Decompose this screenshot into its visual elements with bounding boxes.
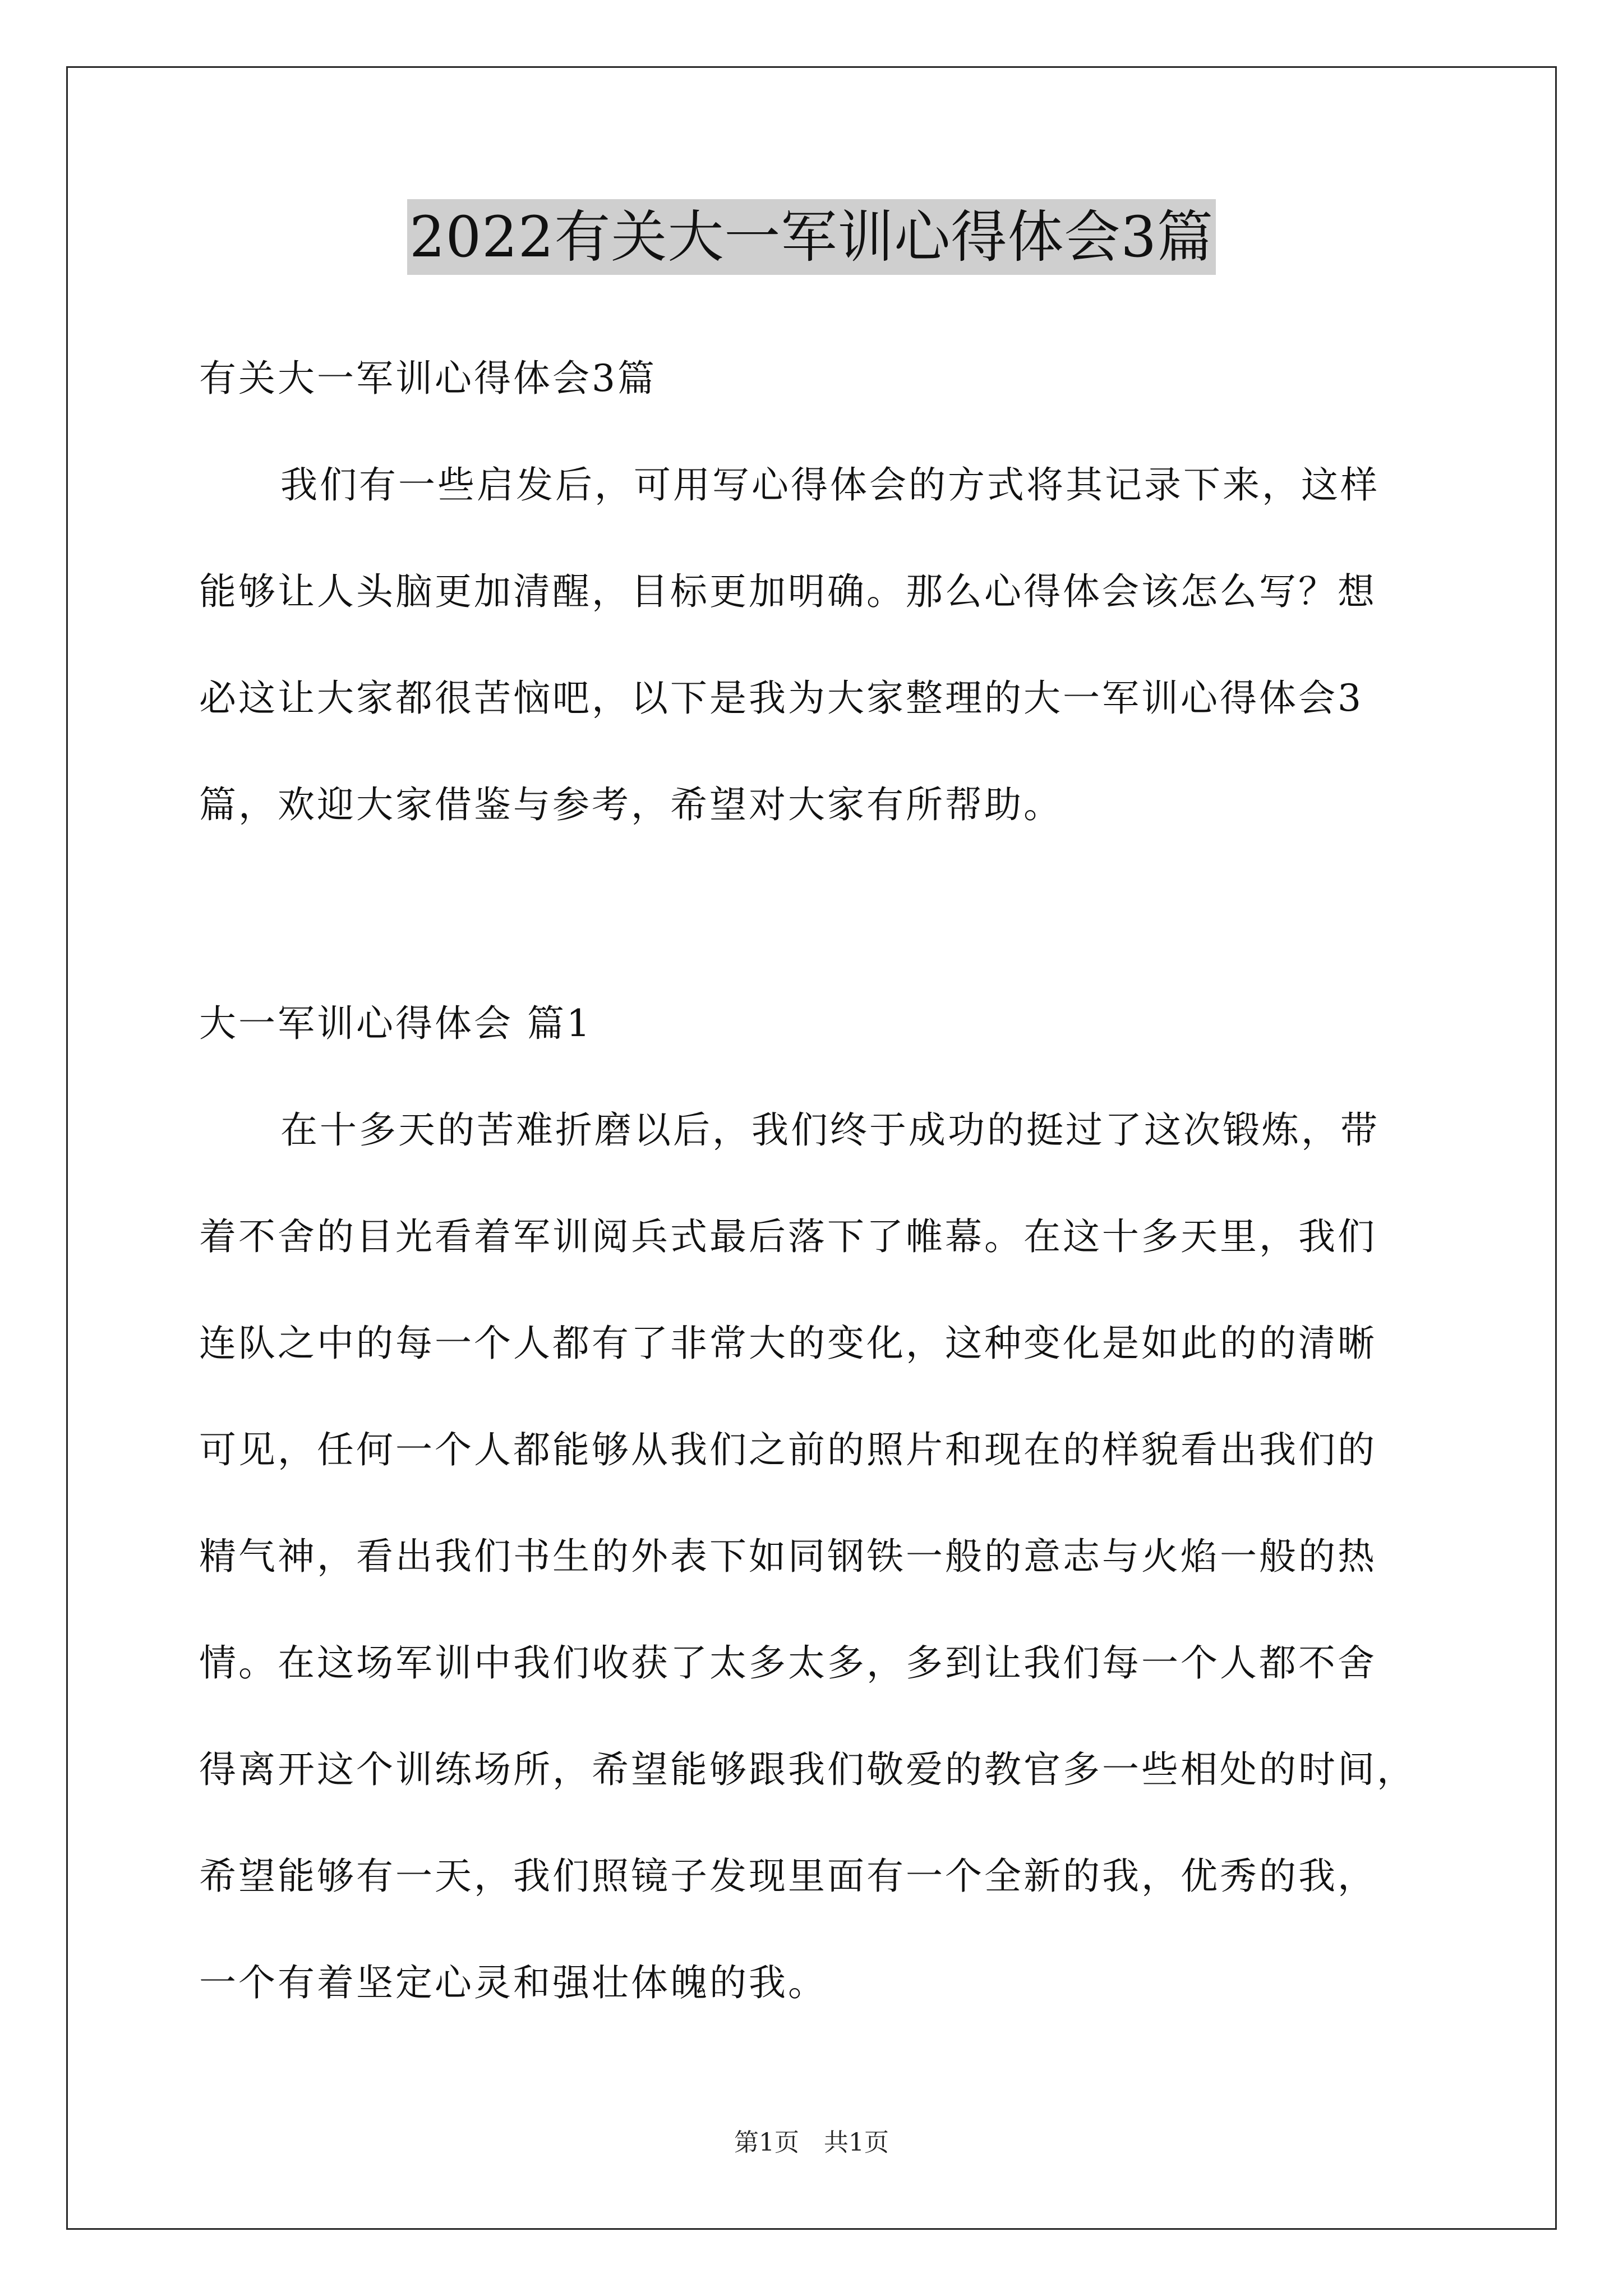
section-line-4: 可见，任何一个人都能够从我们之前的照片和现在的样貌看出我们的 bbox=[199, 1428, 1377, 1471]
section-line-5: 精气神，看出我们书生的外表下如同钢铁一般的意志与火焰一般的热 bbox=[199, 1535, 1377, 1578]
document-title: 2022有关大一军训心得体会3篇 bbox=[407, 199, 1216, 275]
section-heading: 大一军训心得体会 篇1 bbox=[199, 1002, 592, 1045]
intro-line-1: 我们有一些启发后，可用写心得体会的方式将其记录下来，这样 bbox=[280, 463, 1380, 507]
intro-line-2: 能够让人头脑更加清醒，目标更加明确。那么心得体会该怎么写？想 bbox=[199, 570, 1377, 613]
section-line-3: 连队之中的每一个人都有了非常大的变化，这种变化是如此的的清晰 bbox=[199, 1322, 1377, 1365]
intro-line-3: 必这让大家都很苦恼吧，以下是我为大家整理的大一军训心得体会3 bbox=[199, 677, 1363, 720]
section-line-2: 着不舍的目光看着军训阅兵式最后落下了帷幕。在这十多天里，我们 bbox=[199, 1215, 1377, 1258]
section-line-7: 得离开这个训练场所，希望能够跟我们敬爱的教官多一些相处的时间， bbox=[199, 1748, 1416, 1791]
intro-line-4: 篇，欢迎大家借鉴与参考，希望对大家有所帮助。 bbox=[199, 783, 1063, 826]
section-line-6: 情。在这场军训中我们收获了太多太多，多到让我们每一个人都不舍 bbox=[199, 1641, 1377, 1685]
page-footer: 第1页 共1页 bbox=[734, 2128, 889, 2157]
document-subtitle: 有关大一军训心得体会3篇 bbox=[199, 357, 657, 400]
section-line-9: 一个有着坚定心灵和强壮体魄的我。 bbox=[199, 1961, 827, 2004]
section-line-1: 在十多天的苦难折磨以后，我们终于成功的挺过了这次锻炼，带 bbox=[280, 1108, 1380, 1152]
title-container bbox=[0, 199, 1623, 275]
section-line-8: 希望能够有一天，我们照镜子发现里面有一个全新的我，优秀的我， bbox=[199, 1855, 1377, 1898]
